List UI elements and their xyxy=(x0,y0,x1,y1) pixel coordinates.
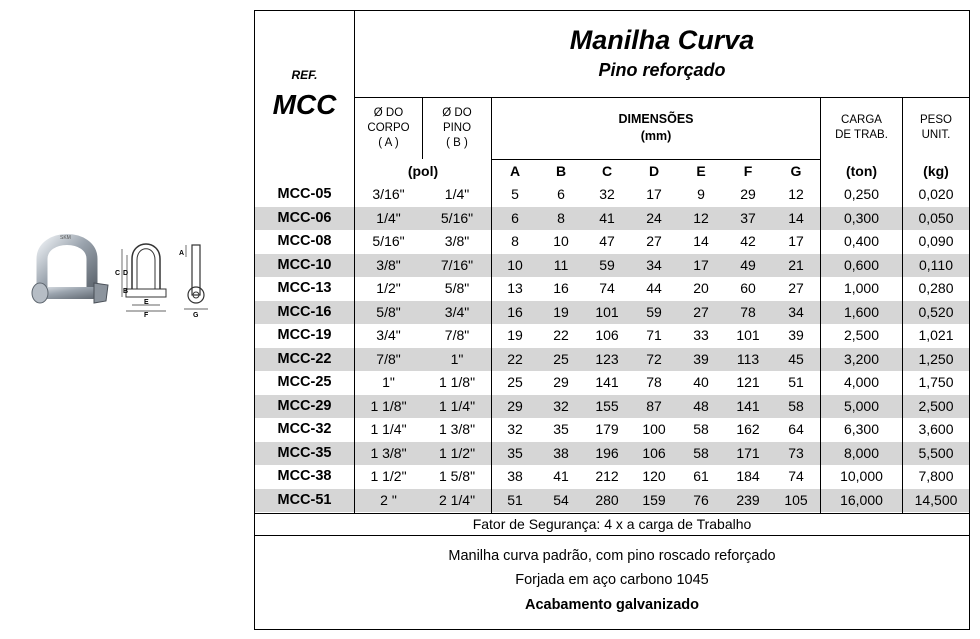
cell-dim-a: 32 xyxy=(507,421,523,437)
cell-dim-a: 13 xyxy=(507,280,523,296)
cell-peso: 0,520 xyxy=(918,303,954,320)
cell-dim-c: 141 xyxy=(595,374,619,390)
cell-ref: MCC-05 xyxy=(277,186,332,202)
cell-dim-f: 49 xyxy=(740,256,756,273)
cell-dim-e: 39 xyxy=(693,350,709,367)
cell-dim-b: 41 xyxy=(553,468,569,484)
unit-letter-b: B xyxy=(555,163,567,179)
shackle-front-diagram xyxy=(114,225,174,317)
cell-dim-d: 120 xyxy=(642,468,666,484)
unit-pol: (pol) xyxy=(407,163,439,179)
header-corpo-line1: Ø DO xyxy=(373,106,404,119)
divider-ref xyxy=(354,11,355,513)
unit-kg: (kg) xyxy=(923,163,949,179)
cell-dim-g: 45 xyxy=(788,350,804,367)
cell-dim-g: 17 xyxy=(788,233,804,249)
product-illustration xyxy=(28,225,218,325)
cell-dim-f: 162 xyxy=(736,421,760,437)
cell-carga: 1,600 xyxy=(843,303,880,320)
cell-dim-f: 29 xyxy=(740,186,756,202)
page-title: Manilha Curva xyxy=(569,24,755,55)
cell-dim-e: 58 xyxy=(693,421,709,437)
cell-pino: 3/8" xyxy=(444,233,470,249)
cell-dim-b: 10 xyxy=(553,233,569,249)
cell-peso: 0,050 xyxy=(918,209,954,226)
cell-carga: 0,400 xyxy=(843,233,880,249)
shackle-side-diagram xyxy=(176,225,216,317)
cell-dim-d: 106 xyxy=(642,444,666,461)
cell-dim-e: 48 xyxy=(693,397,709,414)
cell-dim-e: 61 xyxy=(693,468,709,484)
cell-carga: 4,000 xyxy=(843,374,880,390)
divider-carga xyxy=(902,97,903,513)
cell-dim-f: 78 xyxy=(740,303,756,320)
cell-peso: 2,500 xyxy=(918,397,954,414)
svg-text:SKM: SKM xyxy=(60,235,71,241)
header-corpo-line3: ( A ) xyxy=(378,136,399,149)
cell-dim-b: 25 xyxy=(553,350,569,367)
cell-dim-d: 44 xyxy=(646,280,662,296)
unit-letter-a: A xyxy=(509,163,521,179)
cell-ref: MCC-16 xyxy=(277,303,332,320)
table-row xyxy=(255,230,969,254)
cell-pino: 1 1/8" xyxy=(438,374,476,390)
cell-dim-a: 5 xyxy=(511,186,519,202)
cell-corpo: 1 1/4" xyxy=(370,421,407,437)
cell-carga: 1,000 xyxy=(843,280,880,296)
cell-carga: 0,250 xyxy=(843,186,880,202)
header-corpo-line2: CORPO xyxy=(367,121,410,134)
cell-dim-a: 16 xyxy=(507,303,523,320)
shackle-photo-icon xyxy=(28,225,110,317)
cell-dim-e: 76 xyxy=(693,491,709,508)
cell-dim-c: 59 xyxy=(599,256,615,273)
cell-corpo: 3/4" xyxy=(376,327,401,343)
cell-ref: MCC-35 xyxy=(277,444,332,461)
cell-dim-d: 87 xyxy=(646,397,662,414)
cell-peso: 0,090 xyxy=(918,233,954,249)
divider-corpo xyxy=(422,97,423,159)
unit-letter-c: C xyxy=(601,163,613,179)
cell-dim-b: 6 xyxy=(557,186,565,202)
cell-peso: 1,250 xyxy=(918,350,954,367)
cell-dim-d: 59 xyxy=(646,303,662,320)
cell-dim-c: 41 xyxy=(599,209,615,226)
cell-ref: MCC-51 xyxy=(277,491,332,508)
unit-letter-e: E xyxy=(696,163,706,179)
header-carga xyxy=(821,97,902,159)
cell-dim-c: 47 xyxy=(599,233,615,249)
cell-corpo: 3/16" xyxy=(372,186,405,202)
cell-dim-a: 19 xyxy=(507,327,523,343)
header-corpo xyxy=(355,97,422,159)
cell-dim-e: 14 xyxy=(693,233,709,249)
unit-ton: (ton) xyxy=(845,163,878,179)
header-dimensoes-line1: DIMENSÕES xyxy=(618,112,694,126)
cell-dim-g: 105 xyxy=(784,491,808,508)
cell-dim-d: 34 xyxy=(646,256,662,273)
table-row xyxy=(255,207,969,231)
cell-dim-a: 51 xyxy=(507,491,523,508)
cell-dim-d: 72 xyxy=(646,350,662,367)
cell-dim-c: 212 xyxy=(595,468,619,484)
footer-finish: Acabamento galvanizado xyxy=(524,597,700,613)
cell-corpo: 1 3/8" xyxy=(370,444,407,461)
unit-letter-g: G xyxy=(790,163,802,179)
cell-peso: 1,750 xyxy=(918,374,954,390)
cell-corpo: 1/2" xyxy=(376,280,401,296)
cell-dim-g: 14 xyxy=(788,209,804,226)
cell-dim-b: 54 xyxy=(553,491,569,508)
cell-dim-e: 20 xyxy=(693,280,709,296)
cell-dim-a: 8 xyxy=(511,233,519,249)
cell-carga: 0,300 xyxy=(843,209,880,226)
header-carga-line1: CARGA xyxy=(841,114,882,126)
cell-corpo: 7/8" xyxy=(376,350,401,367)
cell-dim-f: 113 xyxy=(736,350,760,367)
table-row xyxy=(255,348,969,372)
divider-note xyxy=(255,535,969,536)
cell-dim-b: 38 xyxy=(553,444,569,461)
safety-note: Fator de Segurança: 4 x a carga de Trabalho xyxy=(472,516,752,532)
cell-dim-b: 22 xyxy=(553,327,569,343)
cell-dim-f: 60 xyxy=(740,280,756,296)
cell-dim-d: 100 xyxy=(642,421,666,437)
cell-ref: MCC-32 xyxy=(277,421,332,437)
cell-dim-c: 101 xyxy=(595,303,619,320)
cell-corpo: 1 1/2" xyxy=(370,468,407,484)
dim-letter-g: G xyxy=(193,312,199,317)
cell-dim-d: 78 xyxy=(646,374,662,390)
unit-letter-d: D xyxy=(648,163,660,179)
cell-dim-a: 35 xyxy=(507,444,523,461)
cell-ref: MCC-06 xyxy=(277,209,332,226)
cell-corpo: 1/4" xyxy=(376,209,401,226)
cell-dim-a: 25 xyxy=(507,374,523,390)
cell-dim-b: 35 xyxy=(553,421,569,437)
cell-dim-a: 38 xyxy=(507,468,523,484)
cell-carga: 6,300 xyxy=(843,421,880,437)
cell-dim-c: 196 xyxy=(595,444,619,461)
dim-letter-b: B xyxy=(123,288,129,295)
ref-label: REF. xyxy=(291,68,318,82)
cell-peso: 7,800 xyxy=(918,468,954,484)
table-row xyxy=(255,254,969,278)
page-subtitle: Pino reforçado xyxy=(598,59,726,80)
table-row xyxy=(255,324,969,348)
spec-table xyxy=(254,10,970,630)
cell-pino: 1" xyxy=(450,350,464,367)
cell-dim-c: 280 xyxy=(595,491,619,508)
cell-dim-d: 71 xyxy=(646,327,662,343)
header-peso-line1: PESO xyxy=(920,114,952,126)
cell-dim-d: 159 xyxy=(642,491,666,508)
cell-pino: 1/4" xyxy=(444,186,470,202)
cell-dim-g: 73 xyxy=(788,444,804,461)
cell-dim-e: 12 xyxy=(693,209,709,226)
cell-dim-c: 179 xyxy=(595,421,619,437)
cell-dim-c: 106 xyxy=(595,327,619,343)
cell-dim-e: 27 xyxy=(693,303,709,320)
cell-dim-f: 101 xyxy=(736,327,760,343)
cell-pino: 5/16" xyxy=(440,209,474,226)
table-row xyxy=(255,465,969,489)
cell-dim-g: 51 xyxy=(788,374,804,390)
header-carga-line2: DE TRAB. xyxy=(835,129,888,141)
cell-ref: MCC-19 xyxy=(277,327,332,343)
cell-dim-a: 10 xyxy=(507,256,523,273)
cell-dim-a: 22 xyxy=(507,350,523,367)
cell-dim-f: 121 xyxy=(736,374,760,390)
cell-ref: MCC-25 xyxy=(277,374,332,390)
cell-corpo: 2 " xyxy=(380,491,397,508)
cell-dim-g: 34 xyxy=(788,303,804,320)
cell-pino: 1 1/2" xyxy=(438,444,476,461)
dim-letter-f: F xyxy=(144,312,149,317)
table-row xyxy=(255,301,969,325)
cell-pino: 1 5/8" xyxy=(438,468,476,484)
cell-dim-a: 6 xyxy=(511,209,519,226)
table-row xyxy=(255,277,969,301)
cell-peso: 1,021 xyxy=(918,327,954,343)
cell-pino: 2 1/4" xyxy=(438,491,476,508)
header-dimensoes xyxy=(492,97,820,159)
cell-pino: 7/16" xyxy=(440,256,474,273)
divider-title xyxy=(354,97,969,98)
cell-dim-g: 58 xyxy=(788,397,804,414)
unit-letter-f: F xyxy=(743,163,753,179)
cell-corpo: 1" xyxy=(382,374,395,390)
cell-peso: 5,500 xyxy=(918,444,954,461)
cell-pino: 1 1/4" xyxy=(438,397,476,414)
cell-dim-c: 32 xyxy=(599,186,615,202)
cell-dim-e: 40 xyxy=(693,374,709,390)
cell-dim-g: 12 xyxy=(788,186,804,202)
cell-dim-b: 8 xyxy=(557,209,565,226)
dim-letter-a: A xyxy=(179,250,185,257)
header-pino-line1: Ø DO xyxy=(442,106,472,119)
header-pino xyxy=(423,97,491,159)
cell-dim-f: 171 xyxy=(736,444,760,461)
cell-carga: 2,500 xyxy=(843,327,880,343)
cell-dim-b: 32 xyxy=(553,397,569,414)
cell-dim-a: 29 xyxy=(507,397,523,414)
cell-dim-e: 33 xyxy=(693,327,709,343)
cell-pino: 5/8" xyxy=(444,280,470,296)
dim-letter-e: E xyxy=(144,299,149,306)
cell-corpo: 5/16" xyxy=(372,233,405,249)
table-row xyxy=(255,183,969,207)
header-dimensoes-line2: (mm) xyxy=(640,129,672,143)
header-pino-line2: PINO xyxy=(442,121,472,134)
cell-corpo: 3/8" xyxy=(376,256,401,273)
cell-peso: 0,280 xyxy=(918,280,954,296)
cell-dim-g: 27 xyxy=(788,280,804,296)
cell-dim-b: 29 xyxy=(553,374,569,390)
table-row xyxy=(255,395,969,419)
cell-dim-g: 74 xyxy=(788,468,804,484)
cell-carga: 10,000 xyxy=(840,468,883,484)
cell-dim-c: 74 xyxy=(599,280,615,296)
header-peso xyxy=(903,97,969,159)
cell-carga: 8,000 xyxy=(843,444,880,461)
table-row xyxy=(255,418,969,442)
cell-ref: MCC-10 xyxy=(277,256,332,273)
cell-dim-c: 123 xyxy=(595,350,619,367)
cell-dim-f: 184 xyxy=(736,468,760,484)
cell-dim-e: 17 xyxy=(693,256,709,273)
cell-pino: 1 3/8" xyxy=(438,421,476,437)
cell-dim-f: 37 xyxy=(740,209,756,226)
cell-carga: 16,000 xyxy=(840,491,883,508)
cell-carga: 3,200 xyxy=(843,350,880,367)
cell-dim-b: 11 xyxy=(553,256,569,273)
cell-ref: MCC-29 xyxy=(277,397,332,414)
cell-ref: MCC-38 xyxy=(277,468,332,484)
table-row xyxy=(255,489,969,513)
footer-description: Manilha curva padrão, com pino roscado reforçado xyxy=(448,548,776,564)
cell-dim-e: 9 xyxy=(697,186,705,202)
dim-letter-c: C xyxy=(115,270,121,277)
cell-pino: 7/8" xyxy=(444,327,470,343)
divider-units xyxy=(491,159,820,160)
cell-corpo: 1 1/8" xyxy=(370,397,407,414)
header-peso-line2: UNIT. xyxy=(921,129,951,141)
table-row xyxy=(255,442,969,466)
divider-dims xyxy=(820,97,821,513)
footer-material: Forjada em aço carbono 1045 xyxy=(515,572,709,588)
cell-dim-d: 17 xyxy=(646,186,662,202)
cell-dim-g: 64 xyxy=(788,421,804,437)
cell-dim-e: 58 xyxy=(693,444,709,461)
table-row xyxy=(255,371,969,395)
cell-dim-f: 239 xyxy=(736,491,760,508)
cell-carga: 5,000 xyxy=(843,397,880,414)
cell-dim-f: 42 xyxy=(740,233,756,249)
cell-corpo: 5/8" xyxy=(376,303,401,320)
cell-ref: MCC-13 xyxy=(277,280,332,296)
cell-ref: MCC-08 xyxy=(277,233,332,249)
header-pino-line3: ( B ) xyxy=(446,136,468,149)
cell-dim-d: 27 xyxy=(646,233,662,249)
cell-ref: MCC-22 xyxy=(277,350,332,367)
cell-carga: 0,600 xyxy=(843,256,880,273)
cell-dim-b: 16 xyxy=(553,280,569,296)
cell-peso: 0,020 xyxy=(918,186,954,202)
ref-code: MCC xyxy=(272,89,337,120)
cell-peso: 0,110 xyxy=(919,256,953,273)
cell-peso: 14,500 xyxy=(914,491,958,508)
cell-dim-d: 24 xyxy=(646,209,662,226)
cell-peso: 3,600 xyxy=(918,421,954,437)
dim-letter-d: D xyxy=(123,270,129,277)
cell-dim-g: 21 xyxy=(788,256,804,273)
cell-dim-c: 155 xyxy=(595,397,619,414)
cell-dim-g: 39 xyxy=(788,327,804,343)
cell-dim-b: 19 xyxy=(553,303,569,320)
cell-dim-f: 141 xyxy=(736,397,760,414)
cell-pino: 3/4" xyxy=(444,303,470,320)
